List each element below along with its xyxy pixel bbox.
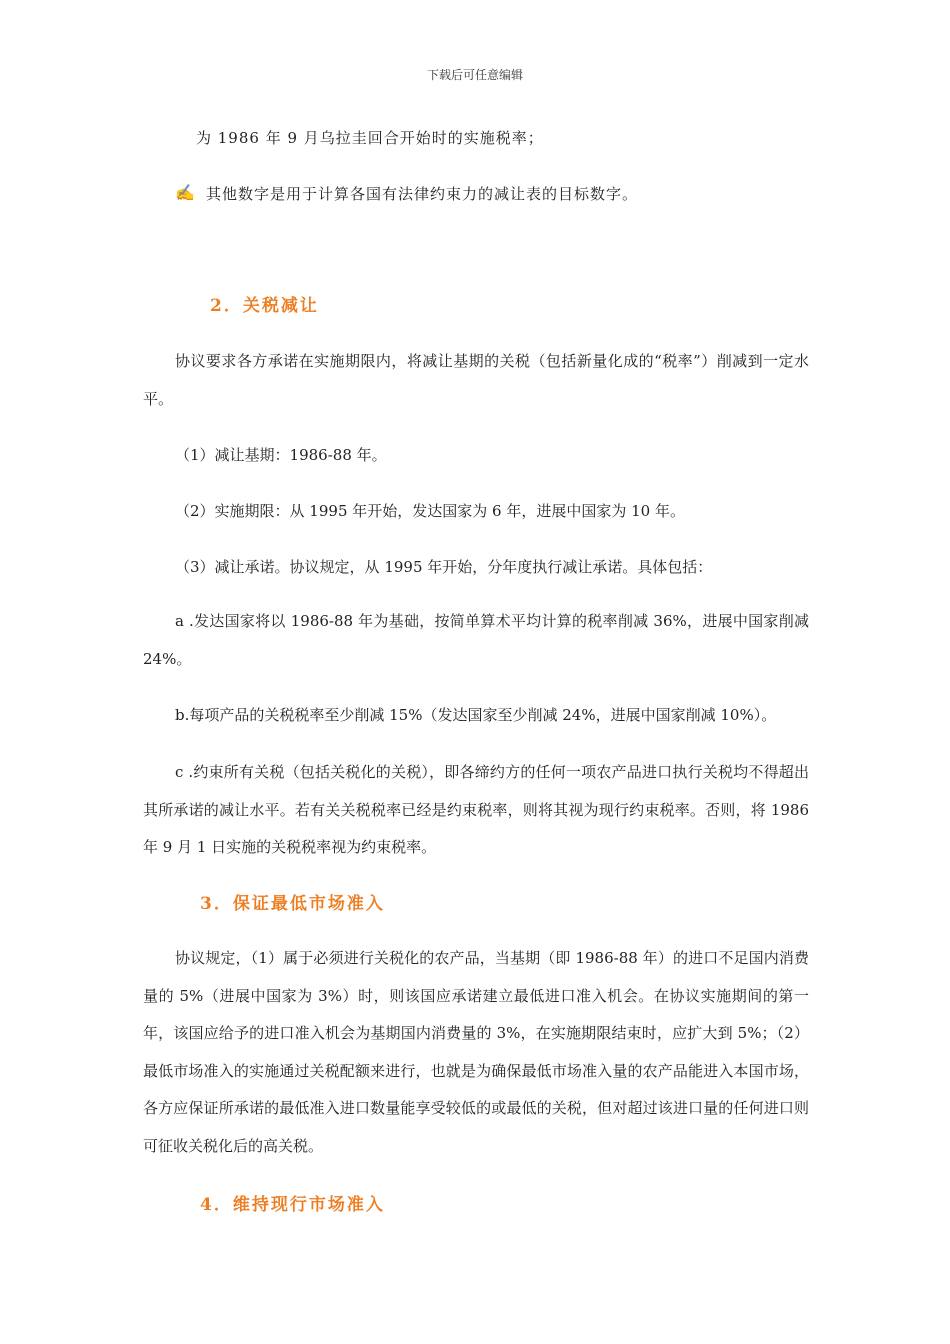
section-2-heading: 2．关税减让 bbox=[210, 296, 319, 316]
intro-line-2: 其他数字是用于计算各国有法律约束力的减让表的目标数字。 bbox=[206, 185, 639, 203]
section-2-item-2: （2）实施期限：从 1995 年开始，发达国家为 6 年，进展中国家为 10 年。 bbox=[175, 502, 685, 520]
pencil-writing-icon: ✍ bbox=[175, 183, 195, 202]
intro-line-1: 为 1986 年 9 月乌拉圭回合开始时的实施税率； bbox=[196, 129, 544, 147]
page-header: 下载后可任意编辑 bbox=[426, 68, 523, 82]
section-3-heading: 3．保证最低市场准入 bbox=[200, 894, 385, 914]
section-2-item-3: （3）减让承诺。协议规定，从 1995 年开始，分年度执行减让承诺。具体包括： bbox=[175, 558, 713, 576]
section-2-item-a: a .发达国家将以 1986-88 年为基础，按简单算术平均计算的税率削减 36%，进展中国家削减 24%。 bbox=[143, 612, 809, 668]
section-2-item-c: c .约束所有关税（包括关税化的关税），即各缔约方的任何一项农产品进口执行关税均不得超出其所承诺的减让水平。若有关关税税率已经是约束税率，则将其视为现行约束税率。否则，将 1986 年 9 月 1 日实施的关税税率视为约束税率。 bbox=[143, 763, 809, 856]
section-2-item-b: b.每项产品的关税税率至少削减 15%（发达国家至少削减 24%，进展中国家削减 10%）。 bbox=[175, 706, 777, 724]
section-4-heading: 4．维持现行市场准入 bbox=[200, 1195, 385, 1215]
section-3-paragraph: 协议规定，（1）属于必须进行关税化的农产品，当基期（即 1986-88 年）的进口不足国内消费量的 5%（进展中国家为 3%）时，则该国应承诺建立最低进口准入机会。在协议实施期间的第一年，该国应给予的进口准入机会为基期国内消费量的 3%，在实施期限结束时，应扩大到 5%；（2）最低市场准入的实施通过关税配额来进行，也就是为确保最低市场准入量的农产品能进入本国市场，各方应保证所承诺的最低准入进口数量能享受较低的或最低的关税，但对超过该进口量的任何进口则可征收关税化后的高关税。 bbox=[143, 949, 809, 1155]
section-2-paragraph: 协议要求各方承诺在实施期限内，将减让基期的关税（包括新量化成的“税率”）削减到一定水平。 bbox=[143, 352, 809, 408]
section-2-item-1: （1）减让基期：1986-88 年。 bbox=[175, 446, 387, 464]
